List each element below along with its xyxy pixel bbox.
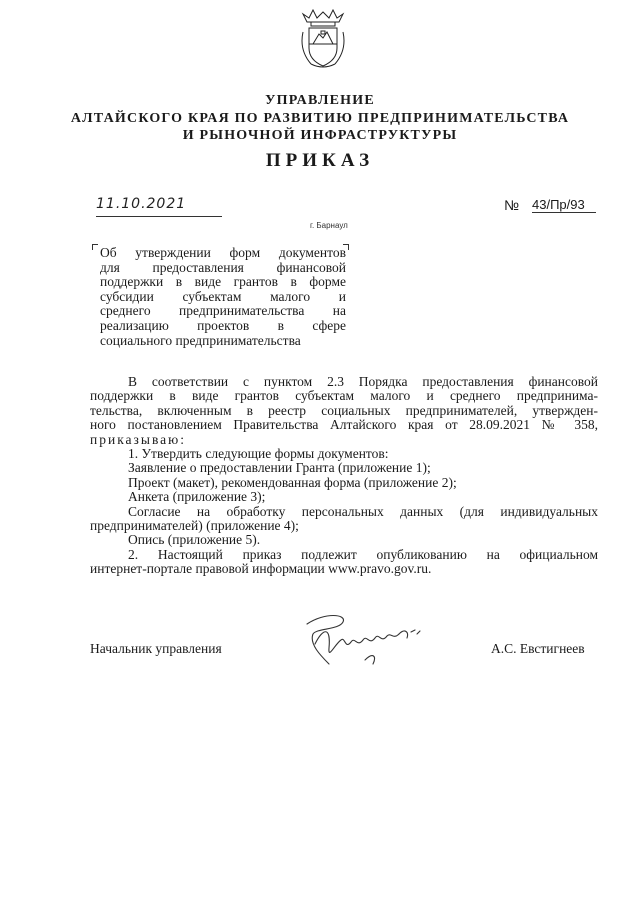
order-date: 11.10.2021 <box>96 196 222 217</box>
subject-bracket-left <box>92 244 98 250</box>
order-body <box>90 375 598 577</box>
item-2-line-1: 2. Настоящий приказ подлежит опубликованию на официальном <box>128 546 598 562</box>
order-word: приказываю: <box>90 431 186 447</box>
form-item: Проект (макет), рекомендованная форма (приложение 2); <box>128 474 457 490</box>
order-number-label: № <box>504 197 520 213</box>
org-name-line-2: АЛТАЙСКОГО КРАЯ ПО РАЗВИТИЮ ПРЕДПРИНИМАТЕЛЬСТВА <box>70 111 570 126</box>
signatory-name: А.С. Евстигнеев <box>491 641 585 656</box>
preamble-line: тельства, включенным в реестр социальных предпринимателей, утвержден- <box>90 402 598 418</box>
subject-line: социального предпринимательства <box>100 332 301 348</box>
subject-line: среднего предпринимательства на <box>100 303 346 319</box>
org-name-line-1: УПРАВЛЕНИЕ <box>265 93 375 108</box>
subject-line: реализацию проектов в сфере <box>100 317 346 333</box>
preamble-line: В соответствии с пунктом 2.3 Порядка предоставления финансовой <box>128 374 598 389</box>
handwritten-signature <box>295 604 435 676</box>
preamble-line: поддержки в виде грантов субъектам малого и среднего предпринима- <box>90 388 598 404</box>
document-title: ПРИКАЗ <box>265 150 375 171</box>
consent-line-2: предпринимателей) (приложение 4); <box>90 518 299 534</box>
coat-of-arms-emblem <box>299 8 347 72</box>
item-1: 1. Утвердить следующие формы документов: <box>128 446 389 462</box>
order-subject <box>100 246 346 348</box>
org-name-line-3: И РЫНОЧНОЙ ИНФРАСТРУКТУРЫ <box>182 128 458 143</box>
city: г. Барнаул <box>310 221 348 230</box>
subject-line: для предоставления финансовой <box>100 259 346 275</box>
preamble-line: ного постановлением Правительства Алтайского края от 28.09.2021 № 358, <box>90 417 598 433</box>
order-number: 43/Пр/93 <box>532 197 596 213</box>
subject-line: поддержки в виде грантов в форме <box>100 274 346 290</box>
subject-line: Об утверждении форм документов <box>100 245 346 260</box>
form-item: Анкета (приложение 3); <box>128 489 266 505</box>
consent-line-1: Согласие на обработку персональных данных (для индивидуальных <box>128 503 598 519</box>
form-item: Заявление о предоставлении Гранта (приложение 1); <box>128 460 431 476</box>
item-2-line-2: интернет-портале правовой информации www.pravo.gov.ru. <box>90 561 432 577</box>
inventory-item: Опись (приложение 5). <box>128 532 261 548</box>
signatory-role: Начальник управления <box>90 641 222 656</box>
subject-line: субсидии субъектам малого и <box>100 288 346 304</box>
